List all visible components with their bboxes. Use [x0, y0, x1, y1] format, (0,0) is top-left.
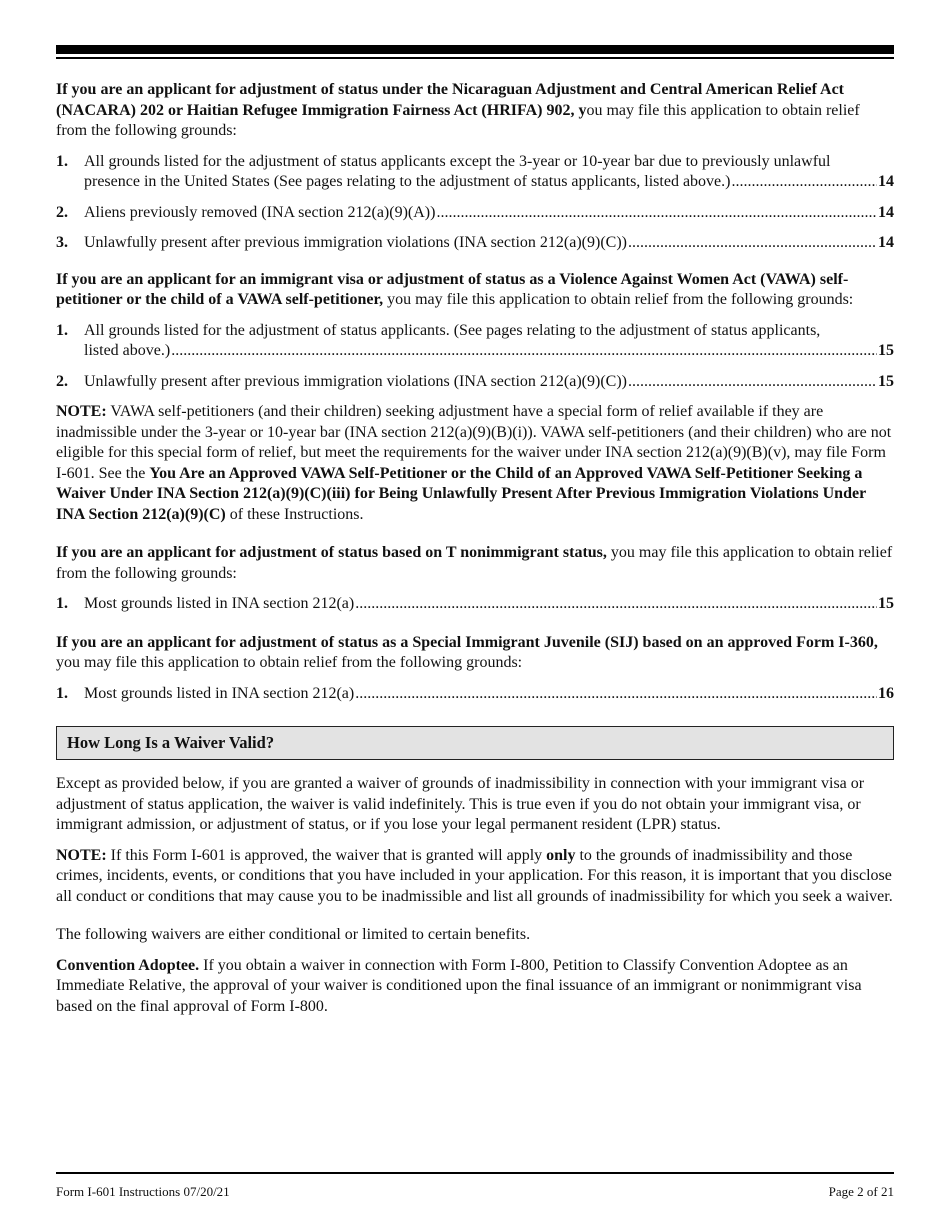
note-label: NOTE:	[56, 846, 107, 864]
waiver-para-3: The following waivers are either conditional or limited to certain benefits.	[56, 926, 531, 943]
leader-dots	[355, 684, 877, 705]
sij-intro	[56, 633, 894, 674]
top-rule-thin	[56, 57, 894, 59]
leader-dots	[436, 203, 877, 224]
item-text: Most grounds listed in INA section 212(a)	[84, 684, 355, 702]
list-item	[56, 372, 894, 393]
list-item	[56, 684, 894, 705]
leader-dots	[731, 172, 877, 193]
page-ref: 16	[878, 684, 894, 702]
list-item	[56, 321, 894, 362]
footer-form-id: Form I-601 Instructions 07/20/21	[56, 1184, 230, 1199]
leader-dots	[171, 341, 877, 362]
note-emphasis: only	[546, 846, 576, 864]
page-ref: 14	[878, 173, 894, 190]
page-ref: 15	[878, 595, 894, 612]
sij-intro-bold: If you are an applicant for adjustment of status as a Special Immigrant Juvenile (SIJ) based on an approved Form I-360,	[56, 633, 878, 651]
list-item	[56, 594, 894, 615]
tstatus-intro-rest: you may file this application to obtain relief from the following grounds:	[56, 544, 893, 582]
page-ref: 15	[878, 342, 894, 359]
leader-dots	[628, 233, 877, 254]
list-item	[56, 203, 894, 224]
nacara-intro-bold: If you are an applicant for adjustment of status under the Nicaraguan Adjustment and Central American Relief Act (NACARA) 202 or Haitian Refugee Immigration Fairness Act (HRIFA) 902, y	[56, 81, 844, 119]
convention-adoptee	[56, 956, 894, 1018]
vawa-intro-bold: If you are an applicant for an immigrant visa or adjustment of status as a Violence Against Women Act (VAWA) self-petitioner or the child of a VAWA self-petitioner,	[56, 270, 849, 308]
note-text: If this Form I-601 is approved, the waiver that is granted will apply	[106, 846, 547, 864]
convention-text: If you obtain a waiver in connection with Form I-800, Petition to Classify Convention Adoptee as an Immediate Relative, the approval of your waiver is conditioned upon the final issuance of an immigrant or nonimmigrant visa based on the final approval of Form I-800.	[56, 956, 862, 1015]
nacara-intro	[56, 80, 894, 142]
item-text-cont: listed above.)	[84, 342, 171, 359]
note-end: of these Instructions.	[225, 505, 364, 523]
item-number: 1.	[56, 152, 68, 170]
item-number: 2.	[56, 372, 68, 390]
convention-label: Convention Adoptee.	[56, 956, 200, 974]
footer-rule	[56, 1172, 894, 1174]
leader-dots	[628, 372, 877, 393]
vawa-note	[56, 402, 894, 525]
note-text: VAWA self-petitioners (and their children) seeking adjustment have a special form of relief available if they are inadmissible under the 3-year or 10-year bar (INA section 212(a)(9)(B)(i)). VAWA self-petitioners (and their children) who are not eligible for this special form of relief, but meet the requirements for the waiver under INA section 212(a)(9)(B)(v), may file Form I-601. See the	[56, 403, 892, 482]
item-text: Aliens previously removed (INA section 212(a)(9)(A))	[84, 203, 436, 221]
page-ref: 14	[878, 234, 894, 251]
page-ref: 14	[878, 203, 894, 221]
section-header: How Long Is a Waiver Valid?	[56, 726, 894, 760]
nacara-intro-rest: ou may file this application to obtain relief from the following grounds:	[56, 101, 860, 139]
item-number: 1.	[56, 684, 68, 702]
leader-dots	[355, 594, 877, 615]
item-text: Most grounds listed in INA section 212(a)	[84, 595, 355, 612]
item-number: 3.	[56, 234, 68, 251]
item-text: Unlawfully present after previous immigration violations (INA section 212(a)(9)(C))	[84, 372, 627, 390]
item-number: 1.	[56, 595, 68, 612]
note-label: NOTE:	[56, 403, 107, 420]
note-bold-reference: You Are an Approved VAWA Self-Petitioner or the Child of an Approved VAWA Self-Petitioner Seeking a Waiver Under INA Section 212(a)(9)(C)(iii) for Being Unlawfully Present After Previous Immigration Violations Under INA Section 212(a)(9)(C)	[56, 464, 866, 523]
tstatus-intro-bold: If you are an applicant for adjustment of status based on T nonimmigrant status,	[56, 544, 607, 561]
footer-page-number: Page 2 of 21	[828, 1184, 894, 1199]
sij-intro-rest: you may file this application to obtain relief from the following grounds:	[56, 654, 523, 671]
item-text: All grounds listed for the adjustment of status applicants except the 3-year or 10-year bar due to previously unlawful	[84, 152, 831, 170]
list-item	[56, 152, 894, 193]
page-content	[56, 80, 894, 1027]
waiver-note	[56, 846, 894, 908]
page-ref: 15	[878, 372, 894, 390]
top-rule	[56, 45, 894, 54]
list-item	[56, 233, 894, 254]
vawa-intro	[56, 270, 894, 311]
tstatus-intro	[56, 543, 894, 584]
note-text-cont: to the grounds of inadmissibility and those crimes, incidents, events, or conditions that you have included in your application. For this reason, it is important that you disclose all conduct or conditions that may cause you to be inadmissible and list all grounds of inadmissibility for which you seek a waiver.	[56, 846, 893, 905]
waiver-para-1: Except as provided below, if you are granted a waiver of grounds of inadmissibility in connection with your immigrant visa or adjustment of status application, the waiver is valid indefinitely. This is true even if you do not obtain your immigrant visa, or immigrant admission, or adjustment of status, or if you lose your legal permanent resident (LPR) status.	[56, 775, 865, 833]
item-text: Unlawfully present after previous immigration violations (INA section 212(a)(9)(C))	[84, 234, 627, 251]
item-number: 1.	[56, 321, 68, 339]
item-text: All grounds listed for the adjustment of status applicants. (See pages relating to the adjustment of status applicants,	[84, 321, 821, 339]
item-number: 2.	[56, 203, 68, 221]
item-text-cont: presence in the United States (See pages relating to the adjustment of status applicants, listed above.)	[84, 173, 731, 190]
vawa-intro-rest: you may file this application to obtain relief from the following grounds:	[383, 291, 854, 308]
